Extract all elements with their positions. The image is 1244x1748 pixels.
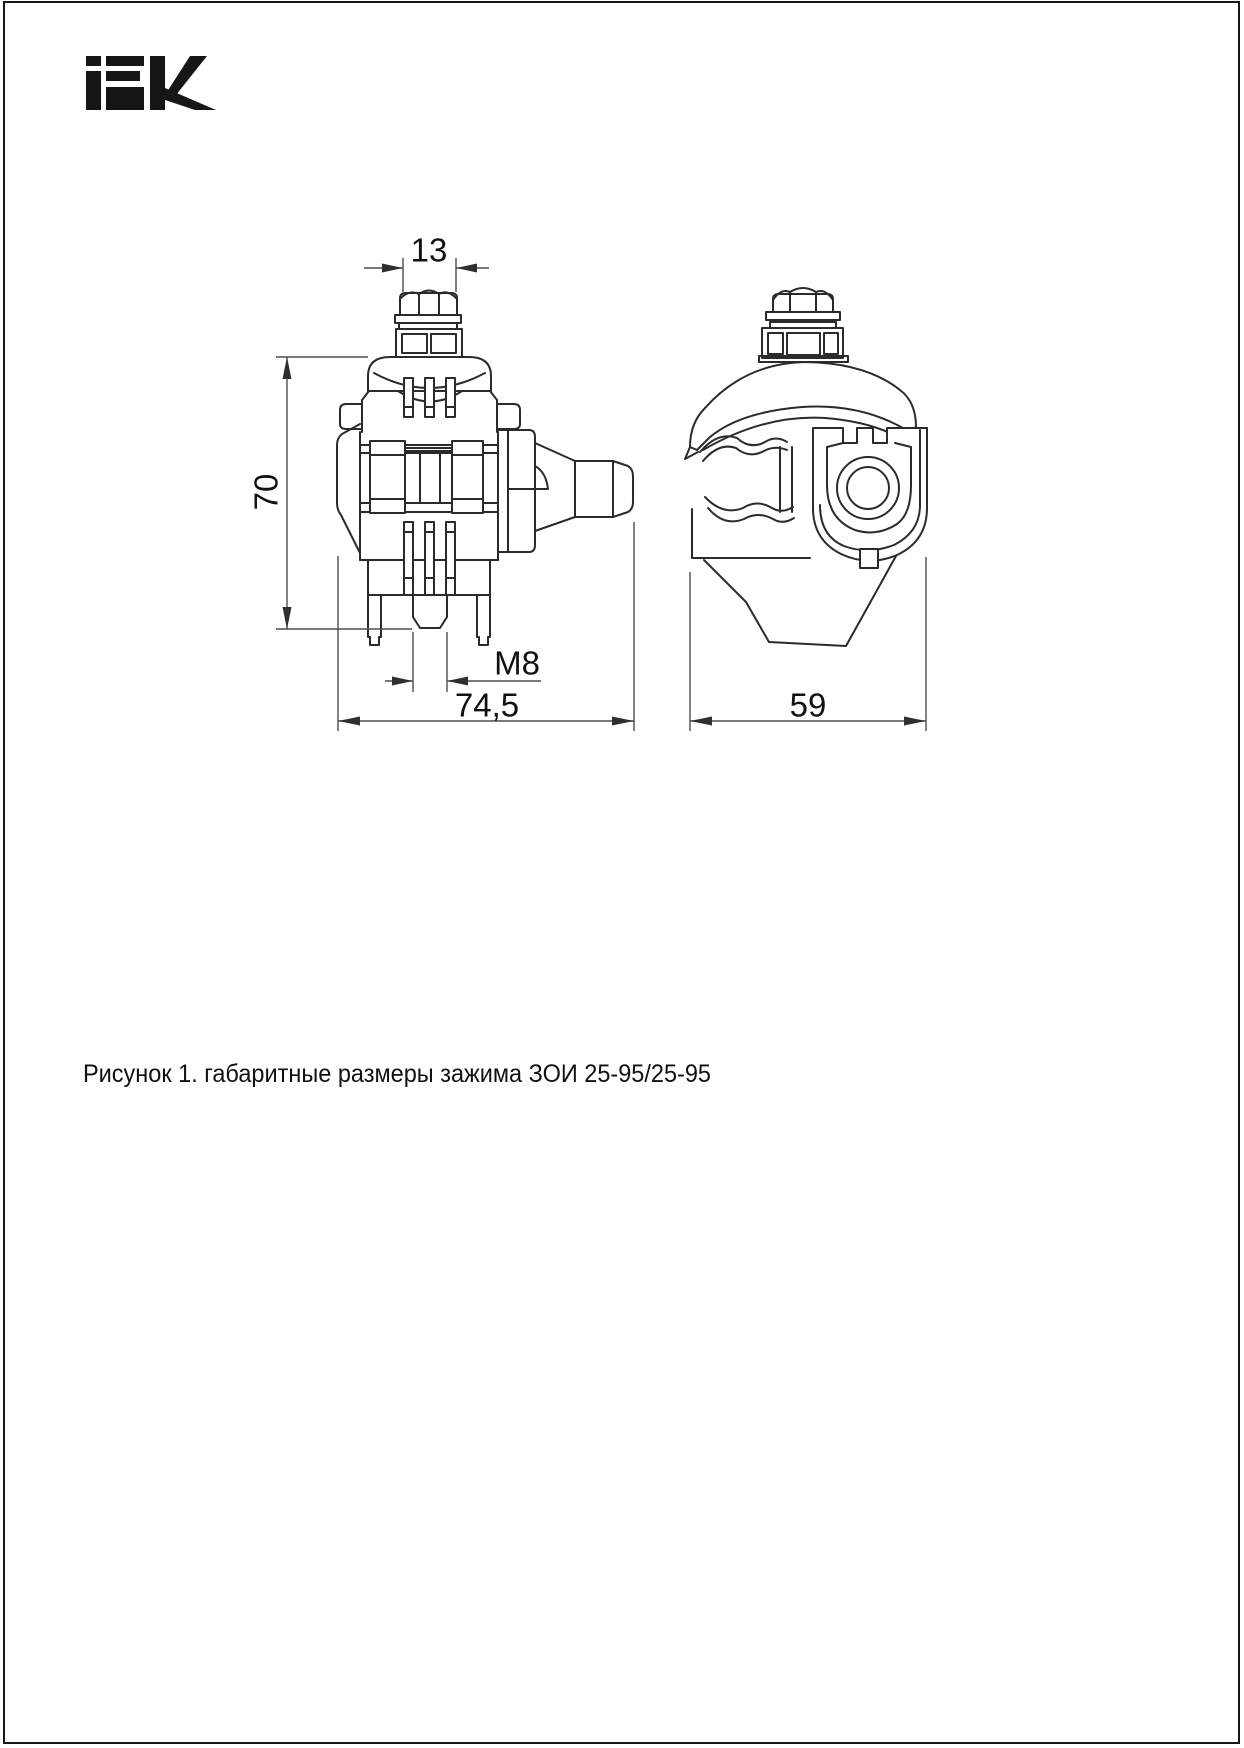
figure-caption: Рисунок 1. габаритные размеры зажима ЗОИ 25-95/25-95	[83, 1060, 712, 1088]
dim-label-m8: M8	[494, 644, 540, 682]
dim-label-74-5: 74,5	[454, 686, 520, 724]
dim-label-59: 59	[789, 686, 827, 724]
front-view-drawing	[337, 291, 633, 646]
side-view-drawing	[685, 288, 927, 646]
dim-label-13: 13	[410, 231, 448, 269]
dim-label-70: 70	[247, 473, 285, 511]
